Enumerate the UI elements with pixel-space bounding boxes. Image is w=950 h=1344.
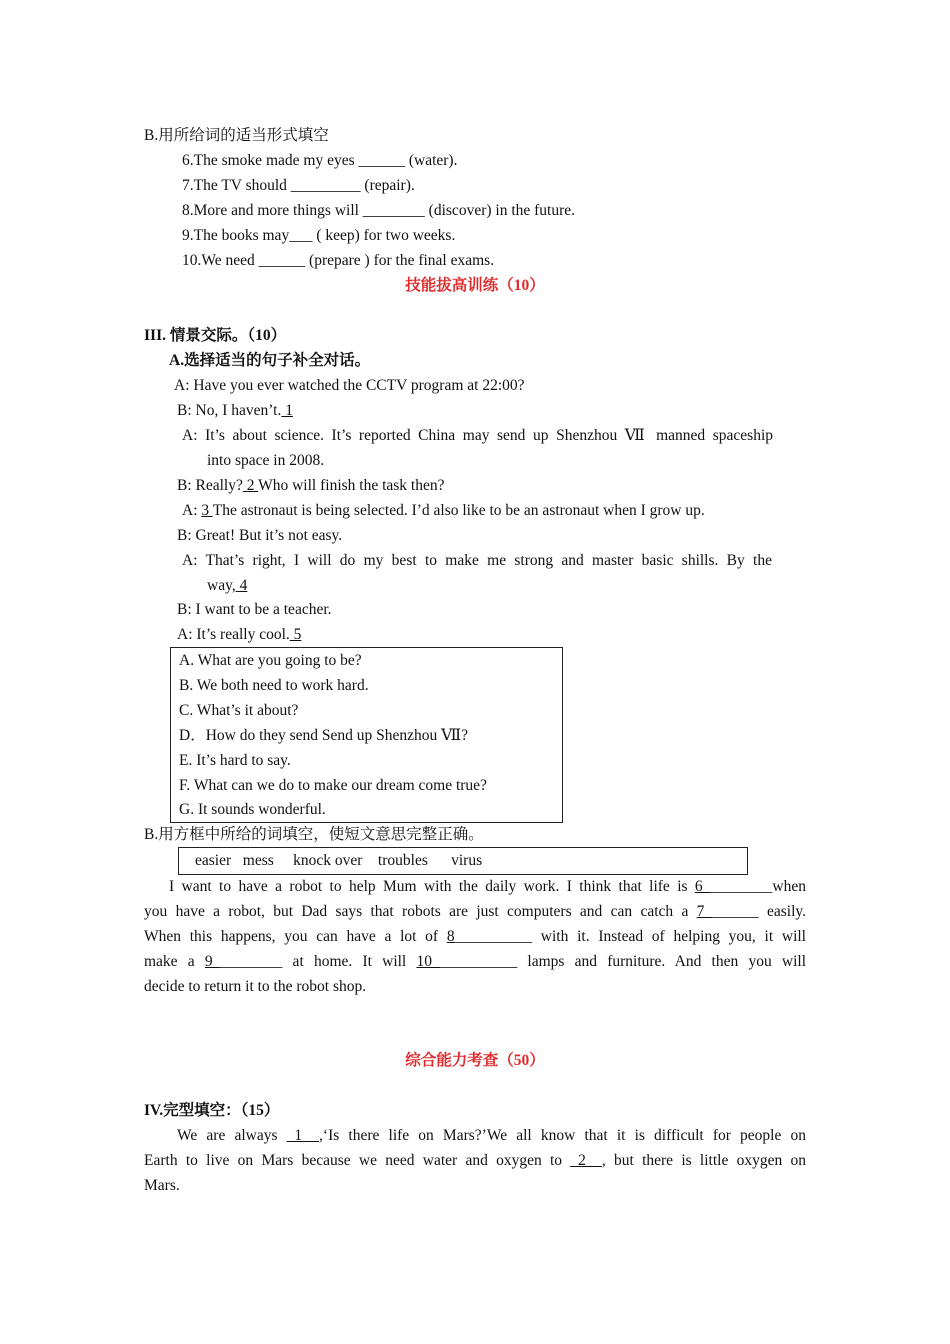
dialogue-line-7: B: Great! But it’s not easy.: [177, 527, 343, 544]
dialogue-line-8: A: That’s right, I will do my best to make me strong and master basic shills. By the: [182, 552, 772, 569]
question-9: 9.The books may___ ( keep) for two weeks.: [182, 227, 456, 244]
blank-9: 9_: [204, 953, 221, 970]
option-c: C. What’s it about?: [179, 702, 299, 719]
dialogue-line-4: into space in 2008.: [207, 452, 325, 469]
blank-5: 5: [289, 626, 302, 643]
passage-line-3: When this happens, you can have a lot of 8__________ with it. Instead of helping you, it will: [144, 928, 806, 945]
option-b: B. We both need to work hard.: [179, 677, 369, 694]
question-6: 6.The smoke made my eyes ______ (water).: [182, 152, 458, 169]
dialogue-line-2: B: No, I haven’t. 1: [177, 402, 293, 419]
section-3-title: III. 情景交际。（10）: [144, 327, 287, 344]
section-3b-instruction: B.用方框中所给的词填空，使短文意思完整正确。: [144, 826, 484, 843]
cloze-line-1: We are always _1_ ,‘Is there life on Mars?’We all know that it is difficult for people on: [177, 1127, 806, 1144]
options-box: [170, 647, 563, 823]
cloze-blank-2: _2_: [570, 1152, 602, 1169]
blank-7: 7_: [696, 903, 713, 920]
dialogue-line-9: way, 4: [207, 577, 248, 594]
section-3a-instruction: A.选择适当的句子补全对话。: [169, 352, 371, 369]
question-7: 7.The TV should _________ (repair).: [182, 177, 415, 194]
blank-6: 6_: [694, 878, 711, 895]
option-d: D．How do they send Send up Shenzhou Ⅶ?: [179, 727, 469, 744]
blank-8: 8: [446, 928, 455, 945]
cloze-line-2: Earth to live on Mars because we need water and oxygen to _2_ , but there is little oxygen on: [144, 1152, 807, 1169]
dialogue-line-3: A: It’s about science. It’s reported China may send up Shenzhou Ⅶ manned spaceship: [182, 427, 773, 444]
cloze-line-3: Mars.: [144, 1177, 180, 1194]
section-4-title: IV.完型填空：（15）: [144, 1102, 280, 1119]
blank-10: 10_: [416, 953, 440, 970]
passage-line-2: you have a robot, but Dad says that robots are just computers and can catch a 7_______ easily.: [144, 903, 806, 920]
dialogue-line-1: A: Have you ever watched the CCTV program at 22:00?: [174, 377, 525, 394]
word-box: [178, 847, 748, 875]
passage-line-1: I want to have a robot to help Mum with the daily work. I think that life is 6_________when: [169, 878, 806, 895]
blank-2: 2: [242, 477, 259, 494]
option-g: G. It sounds wonderful.: [179, 801, 326, 818]
blank-4: 4: [235, 577, 248, 594]
blank-1: 1: [281, 402, 293, 419]
part-b-title: B.用所给词的适当形式填空: [144, 127, 329, 144]
question-8: 8.More and more things will ________ (discover) in the future.: [182, 202, 576, 219]
dialogue-line-10: B: I want to be a teacher.: [177, 601, 332, 618]
dialogue-line-6: A: 3 The astronaut is being selected. I’d also like to be an astronaut when I grow up.: [182, 502, 705, 519]
passage-line-5: decide to return it to the robot shop.: [144, 978, 367, 995]
passage-line-4: make a 9_________ at home. It will 10___________ lamps and furniture. And then you will: [144, 953, 807, 970]
option-f: F. What can we do to make our dream come true?: [179, 777, 487, 794]
blank-3: 3: [201, 502, 213, 519]
option-e: E. It’s hard to say.: [179, 752, 291, 769]
skill-heading: 技能拔高训练（10）: [405, 277, 545, 294]
dialogue-line-5: B: Really? 2 Who will finish the task then?: [177, 477, 445, 494]
word-list: easier mess knock over troubles virus: [195, 852, 483, 869]
option-a: A. What are you going to be?: [179, 652, 362, 669]
question-10: 10.We need ______ (prepare ) for the final exams.: [182, 252, 495, 269]
comprehensive-heading: 综合能力考查（50）: [405, 1052, 545, 1069]
dialogue-line-11: A: It’s really cool. 5: [177, 626, 302, 643]
cloze-blank-1: _1_: [286, 1127, 320, 1144]
